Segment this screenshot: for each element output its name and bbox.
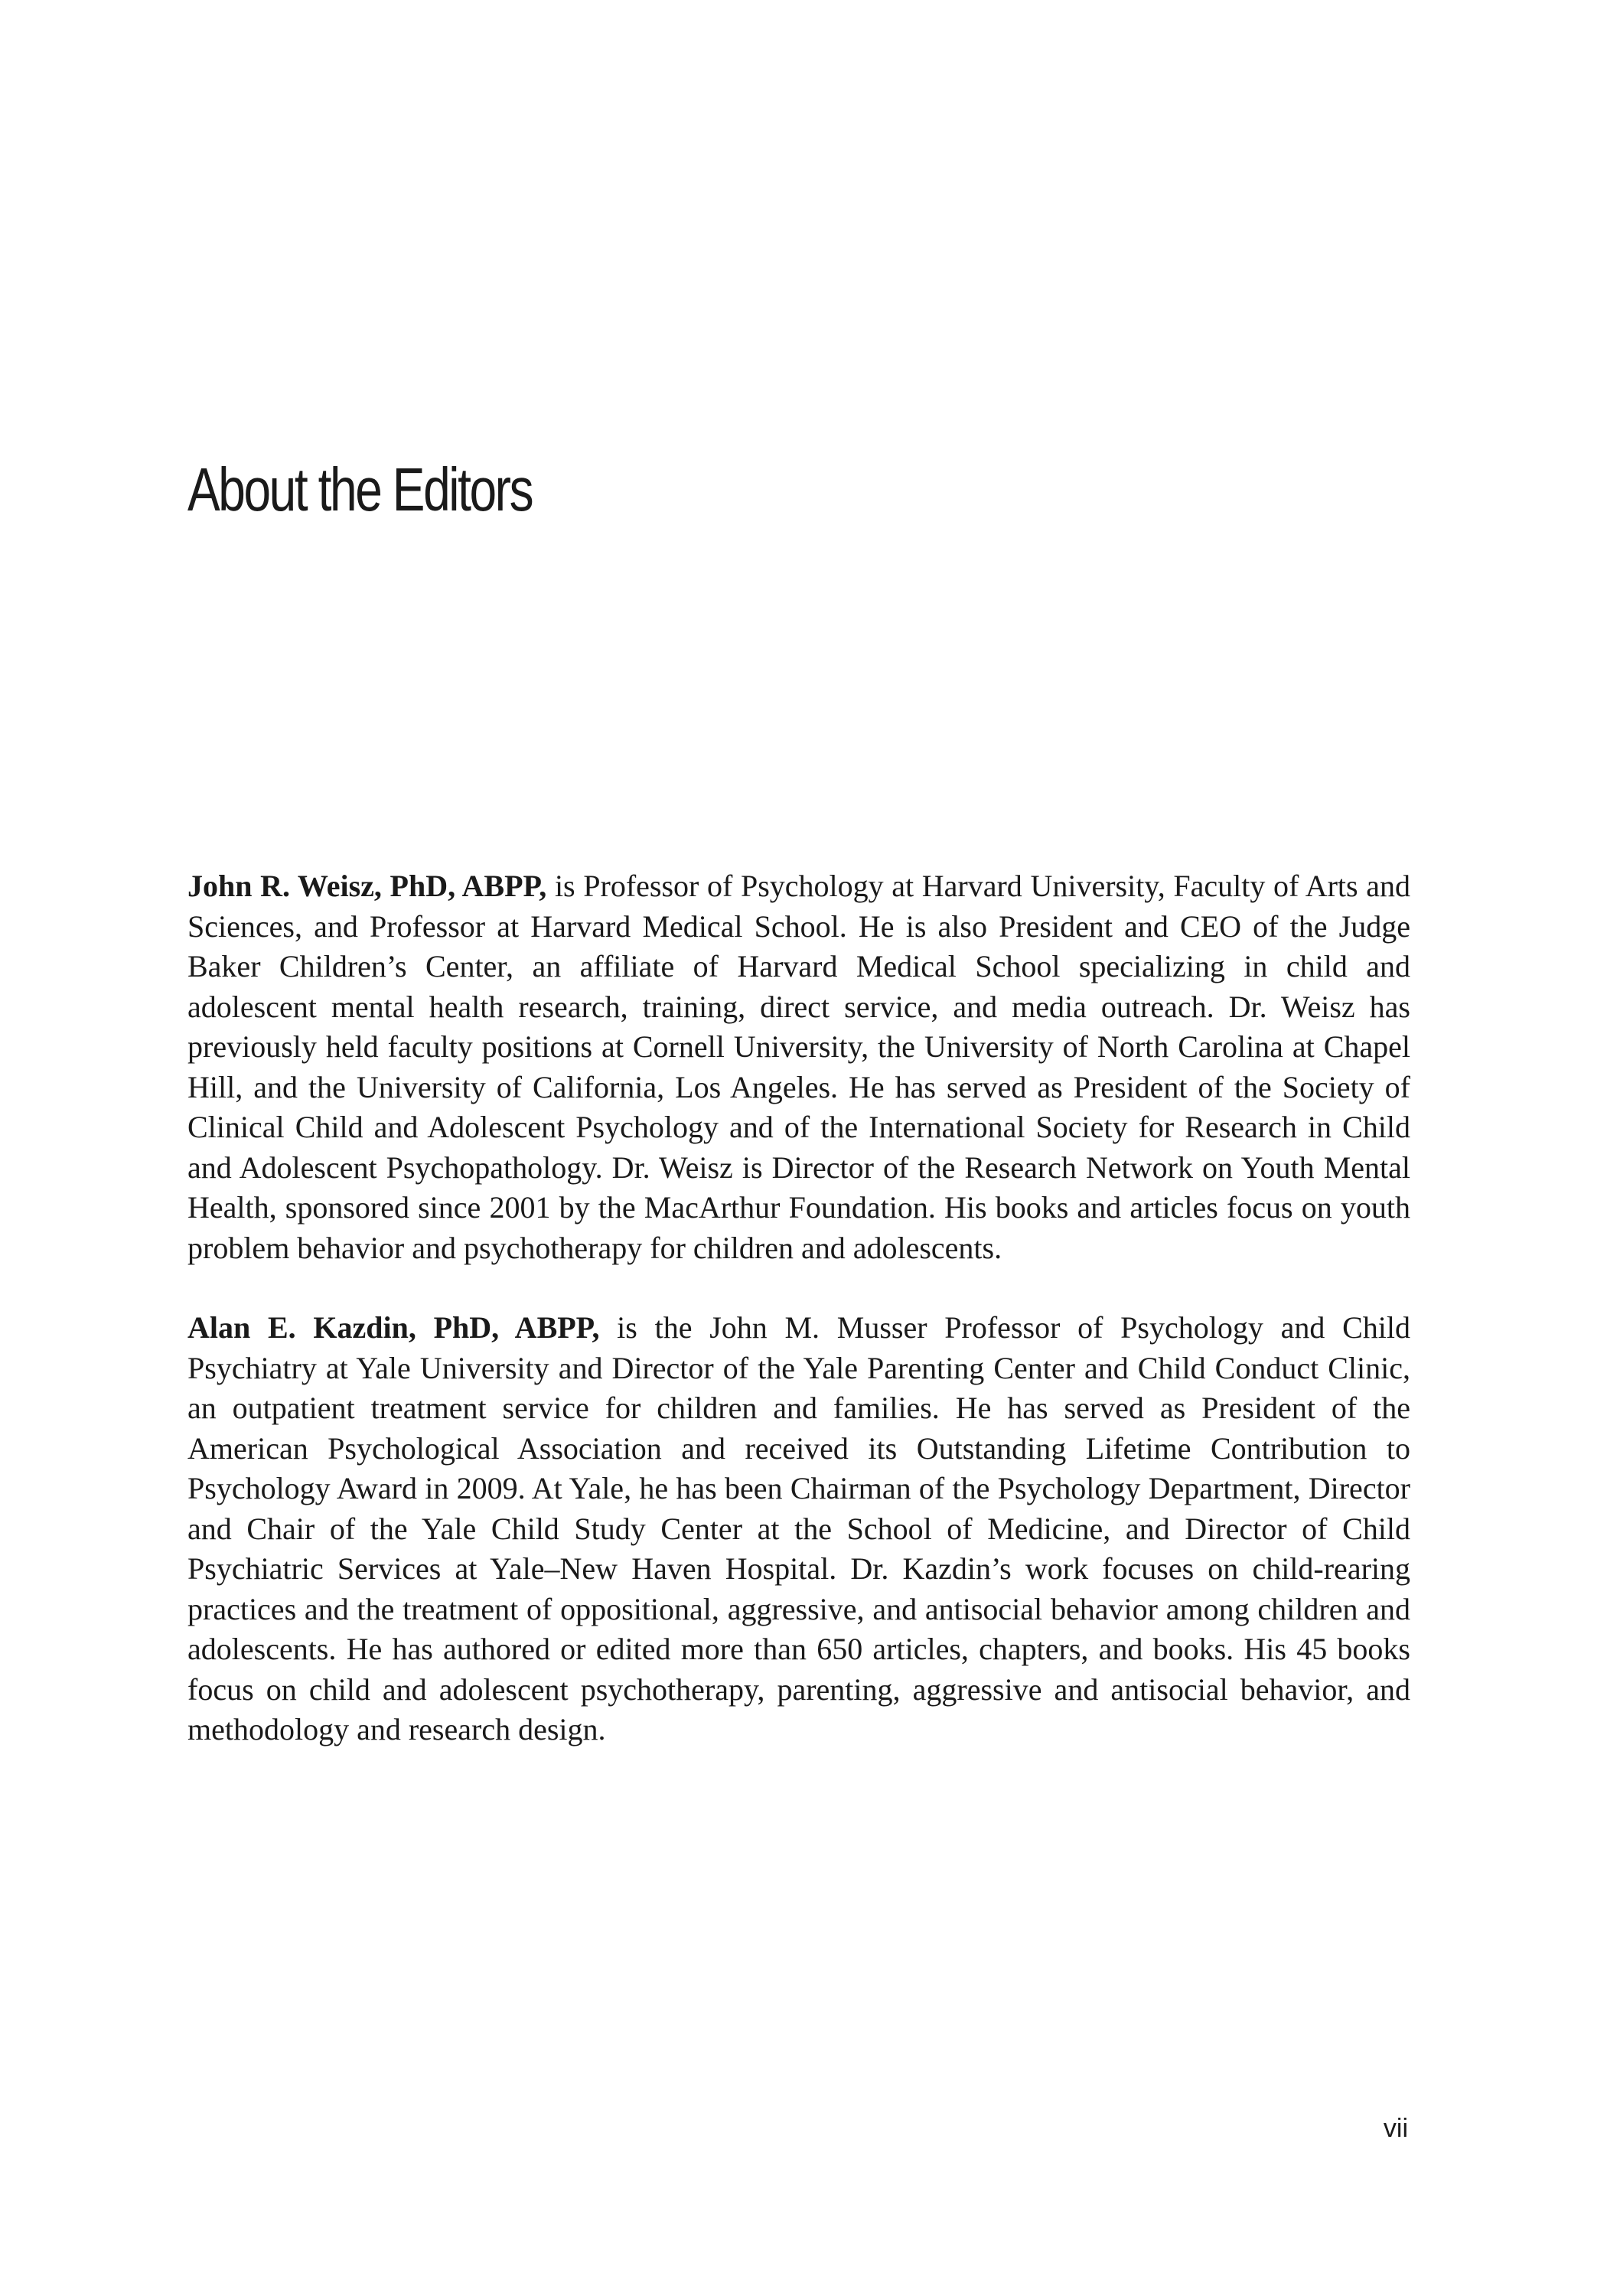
editor-name-weisz: John R. Weisz, PhD, ABPP,	[187, 869, 547, 903]
editor-bio-text-kazdin: is the John M. Musser Professor of Psychology and Child Psychiatry at Yale University and Director of the Yale Parenting Center and Child Conduct Clinic, an outpatient treatment service for children and families. He has served as President of the American Psychological Association and received its Outstanding Lifetime Contribution to Psychology Award in 2009. At Yale, he has been Chairman of the Psychology Department, Director and Chair of the Yale Child Study Center at the School of Medicine, and Director of Child Psychiatric Services at Yale–New Haven Hospital. Dr. Kazdin’s work focuses on child-rearing practices and the treatment of oppositional, aggressive, and antisocial behavior among children and adolescents. He has authored or edited more than 650 articles, chapters, and books. His 45 books focus on child and adolescent psychotherapy, parenting, aggressive and antisocial behavior, and methodology and research design.	[187, 1310, 1410, 1746]
editor-bios	[187, 866, 1410, 1790]
editor-bio-kazdin	[187, 1308, 1410, 1750]
page-number: vii	[1383, 2114, 1408, 2143]
editor-bio-weisz	[187, 866, 1410, 1268]
editor-name-kazdin: Alan E. Kazdin, PhD, ABPP,	[187, 1310, 600, 1345]
page-title: About the Editors	[187, 455, 533, 523]
editor-bio-text-weisz: is Professor of Psychology at Harvard University, Faculty of Arts and Sciences, and Professor at Harvard Medical School. He is also President and CEO of the Judge Baker Children’s Center, an affiliate of Harvard Medical School specializing in child and adolescent mental health research, training, direct service, and media outreach. Dr. Weisz has previously held faculty positions at Cornell University, the University of North Carolina at Chapel Hill, and the University of California, Los Angeles. He has served as President of the Society of Clinical Child and Adolescent Psychology and of the International Society for Research in Child and Adolescent Psychopathology. Dr. Weisz is Director of the Research Network on Youth Mental Health, sponsored since 2001 by the MacArthur Foundation. His books and articles focus on youth problem behavior and psychotherapy for children and adolescents.	[187, 869, 1410, 1265]
